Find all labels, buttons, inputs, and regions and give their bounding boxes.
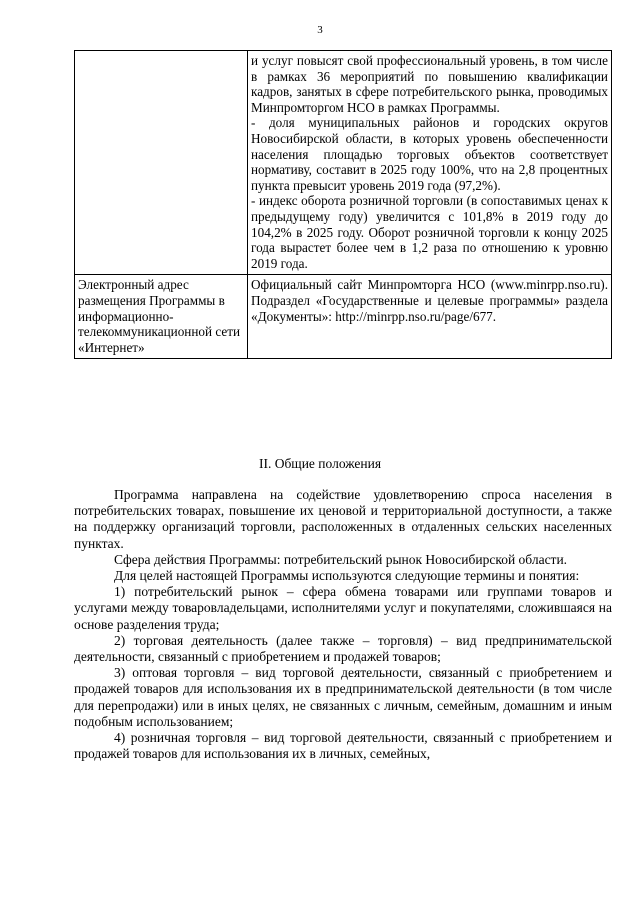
table-row-address bbox=[75, 275, 612, 359]
table-cell-label-empty bbox=[75, 51, 248, 275]
goals-paragraph: и услуг повысят свой профессиональный уровень, в том числе в рамках 36 мероприятий по повышению квалификации кадров, занятых в сфере потребительского рынка, проводимых Минпромторгом НСО в рамках Программы. bbox=[251, 53, 608, 115]
page-number: 3 bbox=[317, 24, 323, 36]
table-row-goals bbox=[75, 51, 612, 275]
goals-paragraph: - индекс оборота розничной торговли (в сопоставимых ценах к предыдущему году) увеличится с 101,8% в 2019 году до 104,2% в 2025 году. Оборот розничной торговли к концу 2025 года вырастет более чем в 1,2 раза по отношению к уровню 2019 года. bbox=[251, 193, 608, 271]
definition-item: 1) потребительский рынок – сфера обмена товарами или группами товаров и услугами между товаровладельцами, исполнителями услуг и покупателями, сложившаяся на основе разделения труда; bbox=[74, 584, 612, 632]
goals-paragraph: - доля муниципальных районов и городских округов Новосибирской области, в которых уровень обеспеченности населения площадью торговых объектов соответствует нормативу, составит в 2025 году 100%, что на 2,8 процентных пункта превысит уровень 2019 года (97,2%). bbox=[251, 115, 608, 193]
body-paragraph: Для целей настоящей Программы используются следующие термины и понятия: bbox=[114, 568, 580, 584]
body-paragraph: Сфера действия Программы: потребительский рынок Новосибирской области. bbox=[114, 551, 568, 567]
definition-item: 3) оптовая торговля – вид торговой деятельности, связанный с приобретением и продажей товаров для использования их в предпринимательской деятельности (в том числе для перепродажи) или в иных целях, не связанных с личным, семейным, домашним и иным подобным использованием; bbox=[74, 665, 612, 729]
body-paragraph: Программа направлена на содействие удовлетворению спроса населения в потребительских товарах, повышение их ценовой и территориальной доступности, а также на поддержку организаций торговли, расположенных в отдаленных сельских населенных пунктах. bbox=[74, 487, 612, 551]
table-cell-goals bbox=[248, 51, 612, 275]
definition-item: 2) торговая деятельность (далее также – торговля) – вид предпринимательской деятельности, связанный с приобретением и продажей товаров; bbox=[74, 632, 612, 665]
definition-item: 4) розничная торговля – вид торговой деятельности, связанный с приобретением и продажей товаров для использования их в личных, семейных, bbox=[74, 730, 612, 762]
program-passport-table bbox=[74, 50, 612, 359]
table-cell-address-value: Официальный сайт Минпромторга НСО (www.minrpp.nso.ru). Подраздел «Государственные и целевые программы» раздела «Документы»: http://minrpp.nso.ru/page/677. bbox=[248, 275, 612, 359]
table-cell-address-label: Электронный адрес размещения Программы в информационно-телекоммуникационной сети «Интернет» bbox=[75, 275, 248, 359]
section-title: II. Общие положения bbox=[258, 456, 382, 471]
section-body bbox=[74, 487, 612, 762]
